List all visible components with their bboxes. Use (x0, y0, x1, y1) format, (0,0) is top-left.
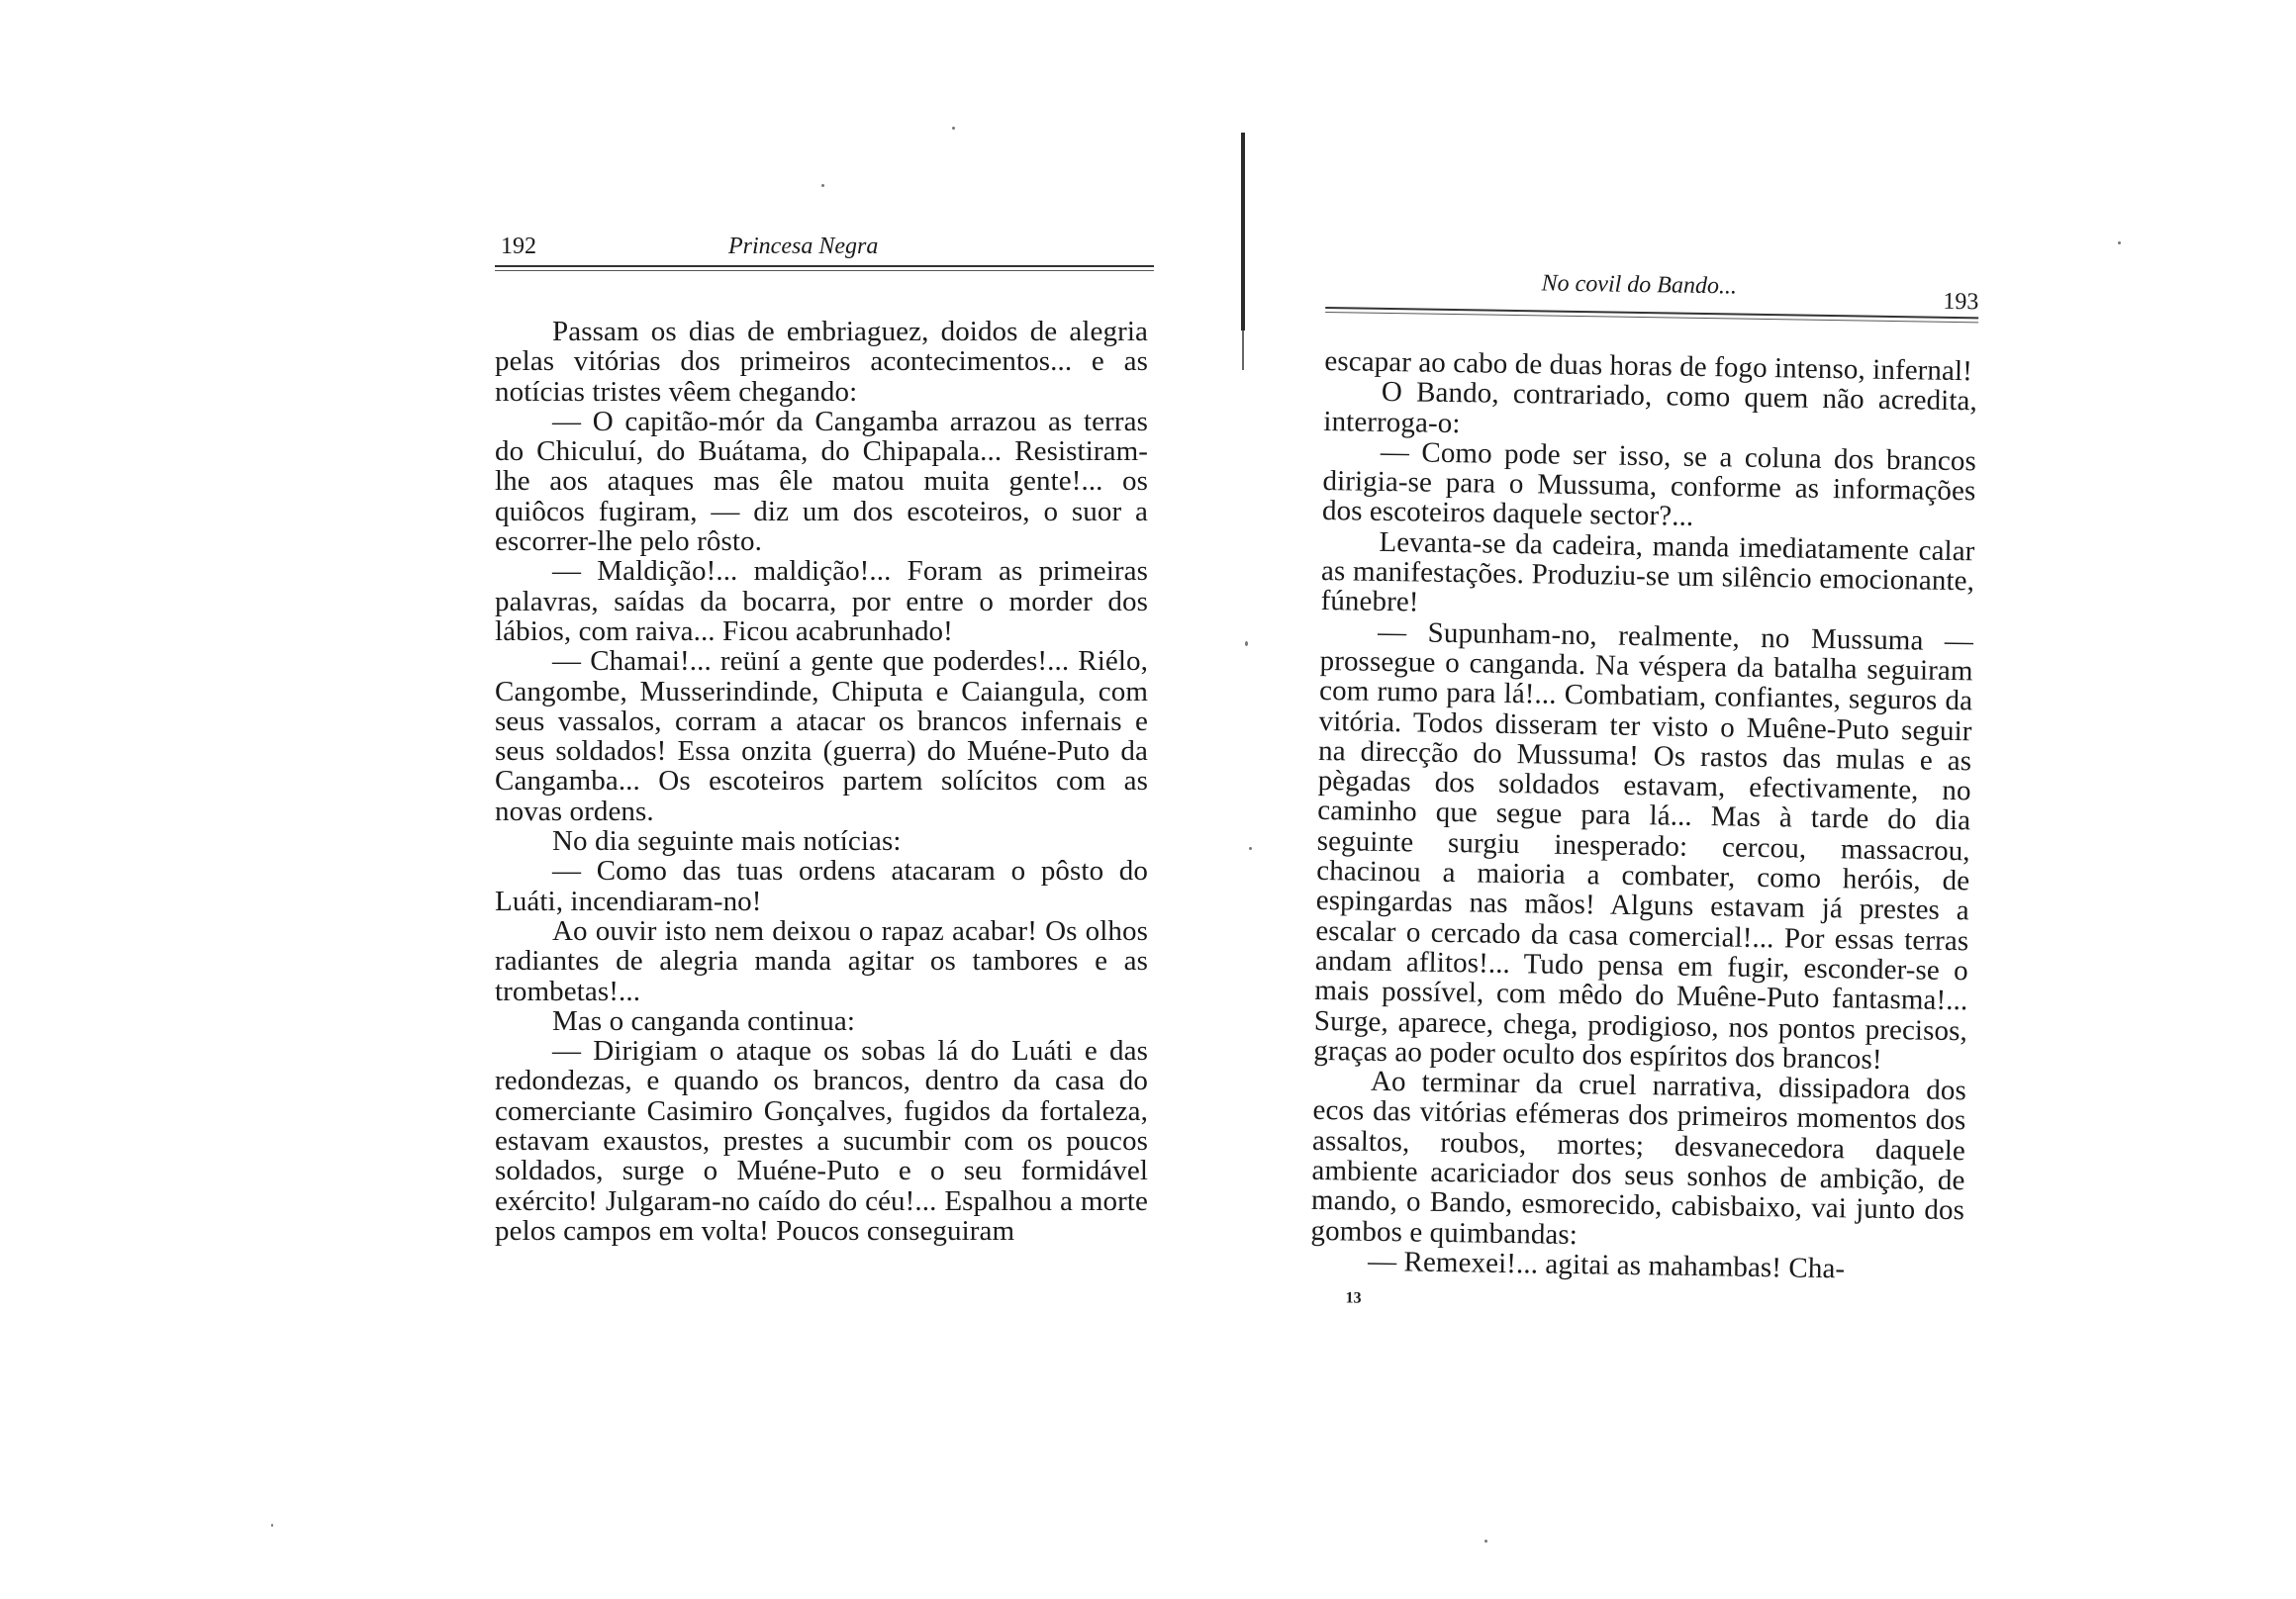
paragraph: — Chamai!... reüní a gente que poderdes!... Riélo, Cangombe, Musserindinde, Chiputa e Caiangula, com seus vassalos, corram a atacar os brancos infernais e seus soldados! Essa onzita (guerra) do Muéne-Puto da Cangamba... Os escoteiros partem solícitos com as novas ordens. (495, 645, 1148, 827)
paragraph: Levanta-se da cadeira, manda imediatamente calar as manifestações. Produziu-se um silêncio emocionante, fúnebre! (1320, 525, 1975, 618)
paragraph: Ao ouvir isto nem deixou o rapaz acabar! Os olhos radiantes de alegria manda agitar os tambores e as trombetas!... (495, 914, 1148, 1007)
paragraph: — Como das tuas ordens atacaram o pôsto do Luáti, incendiaram-no! (495, 855, 1148, 917)
left-page-body (495, 317, 1148, 1246)
left-page (495, 226, 1148, 1246)
paragraph: Passam os dias de embriaguez, doidos de alegria pelas vitórias dos primeiros acontecimentos... e as notícias tristes vêem chegando: (495, 316, 1148, 408)
header-rule (1325, 307, 1978, 323)
book-gutter-line (1241, 133, 1245, 330)
paragraph: — Como pode ser isso, se a coluna dos brancos dirigia-se para o Mussuma, conforme as informações dos escoteiros daquele sector?... (1321, 435, 1977, 533)
left-page-number: 192 (501, 234, 536, 259)
signature-mark: 13 (1345, 1289, 1362, 1307)
right-page-body (1310, 346, 1978, 1285)
paragraph: escapar ao cabo de duas horas de fogo intenso, infernal! (1324, 344, 1973, 388)
paper-speck (271, 1524, 273, 1527)
paper-speck (1245, 641, 1248, 646)
paragraph: — O capitão-mór da Cangamba arrazou as terras do Chiculuí, do Buátama, do Chipapala... Resistiram-lhe aos ataques mas êle matou muita gente!... os quiôcos fugiram, — diz um dos escoteiros, o suor a escorrer-lhe pelo rôsto. (495, 405, 1148, 558)
left-running-title: Princesa Negra (728, 234, 879, 259)
right-page-header (1325, 259, 1979, 316)
paragraph: No dia seguinte mais notícias: (552, 825, 902, 858)
header-rule (495, 265, 1154, 271)
paper-speck (1484, 1540, 1487, 1543)
left-page-header (495, 226, 1148, 269)
paper-speck (952, 127, 955, 130)
right-page-number: 193 (1943, 288, 1979, 316)
paragraph: — Dirigiam o ataque os sobas lá do Luáti e das redondezas, e quando os brancos, dentro da casa do comerciante Casimiro Gonçalves, fugidos da fortaleza, estavam exaustos, prestes a sucumbir com os poucos soldados, surge o Muéne-Puto e o seu formidável exército! Julgaram-no caído do céu!... Espalhou a morte pelos campos em volta! Poucos conseguiram (495, 1035, 1148, 1247)
paragraph: — Remexei!... agitai as mahambas! Cha- (1367, 1245, 1846, 1285)
book-gutter-line-lower (1242, 330, 1244, 370)
paragraph: — Maldição!... maldição!... Foram as primeiras palavras, saídas da bocarra, por entre o morder dos lábios, com raiva... Ficou acabrunhado! (495, 555, 1148, 647)
right-page (1309, 259, 1979, 1317)
paragraph: Mas o canganda continua: (552, 1004, 855, 1037)
paper-speck (821, 184, 824, 187)
paragraph: Ao terminar da cruel narrativa, dissipadora dos ecos das vitórias efémeras dos primeiros momentos dos assaltos, roubos, mortes; desvanecedora daquele ambiente acariciador dos seus sonhos de ambição, de mando, o Bando, esmorecido, cabisbaixo, vai junto dos gombos e quimbandas: (1310, 1065, 1967, 1251)
paper-speck (1249, 847, 1252, 850)
paragraph: O Bando, contrariado, como quem não acredita, interroga-o: (1323, 376, 1978, 439)
right-running-title: No covil do Bando... (1541, 270, 1738, 300)
paper-speck (2118, 241, 2121, 244)
paragraph: — Supunham-no, realmente, no Mussuma — prossegue o canganda. Na véspera da batalha seguiram com rumo para lá!... Combatiam, confiantes, seguros da vitória. Todos disseram ter visto o Muêne-Puto seguir na direcção do Mussuma! Os rastos das mulas e as pègadas dos soldados estavam, efectivamente, no caminho que segue para lá... Mas à tarde do dia seguinte surgiu inesperado: cercou, massacrou, chacinou a maioria a combater, como heróis, de espingardas nas mãos! Alguns estavam já prestes a escalar o cercado da casa comercial!... Por essas terras andam aflitos!... Tudo pensa em fugir, esconder-se o mais possível, com mêdo do Muêne-Puto fantasma!... Surge, aparece, chega, prodigioso, nos pontos precisos, graças ao poder oculto dos espíritos dos brancos! (1313, 615, 1974, 1076)
